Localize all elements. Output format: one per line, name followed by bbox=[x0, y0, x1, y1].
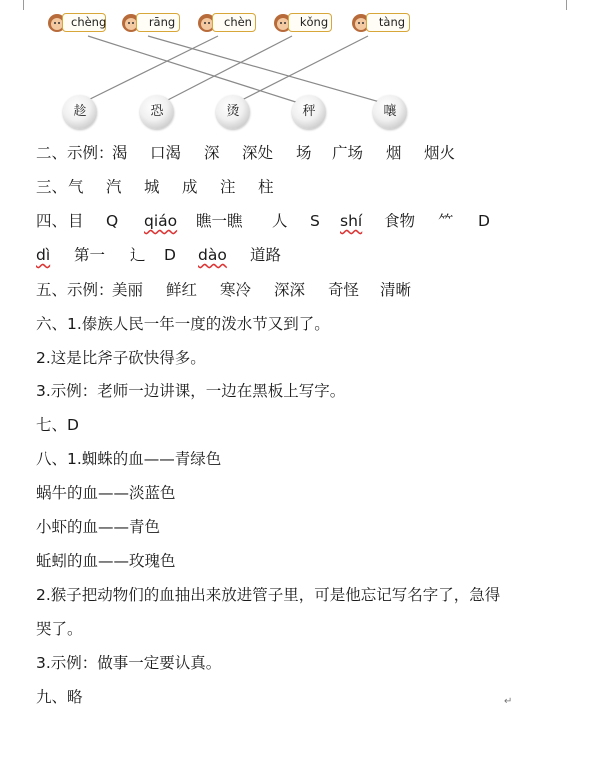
pinyin-label: rāng bbox=[136, 13, 180, 32]
answer-word: dào bbox=[198, 246, 227, 264]
pinyin-label: tàng bbox=[366, 13, 410, 32]
answer-word: 食物 bbox=[384, 212, 416, 230]
answer-word: shí bbox=[340, 212, 363, 230]
answer-line-6-1: 六、1.傣族人民一年一度的泼水节又到了。 bbox=[36, 315, 330, 333]
answer-word: D bbox=[478, 212, 490, 230]
answer-word: 寒冷 bbox=[220, 281, 252, 299]
answer-word: 辶 bbox=[130, 246, 146, 264]
char-ball-5: 嚷 bbox=[373, 95, 407, 129]
answer-word: 鲜红 bbox=[166, 281, 198, 299]
answer-line-9: 九、略 bbox=[36, 688, 83, 706]
answer-word: 城 bbox=[144, 178, 160, 196]
line-prefix: 三、 bbox=[36, 178, 68, 196]
answer-word: D bbox=[164, 246, 176, 264]
answer-word: 奇怪 bbox=[328, 281, 360, 299]
pinyin-label: chèn bbox=[212, 13, 256, 32]
answer-line-8-5b: 哭了。 bbox=[36, 620, 83, 638]
answer-word: Q bbox=[106, 212, 119, 230]
answer-line-8-3: 小虾的血——青色 bbox=[36, 518, 161, 536]
answer-line-8-5a: 2.猴子把动物们的血抽出来放进管子里，可是他忘记写名字了，急得 bbox=[36, 586, 501, 604]
pinyin-label: chèng bbox=[62, 13, 106, 32]
answer-word: ⺮ bbox=[438, 212, 454, 230]
answer-line-7: 七、D bbox=[36, 416, 79, 434]
answer-word: 渴 bbox=[112, 144, 128, 162]
answer-word: 气 bbox=[68, 178, 84, 196]
line-prefix: 二、示例： bbox=[36, 144, 114, 162]
answer-word: 目 bbox=[68, 212, 84, 230]
answer-word: S bbox=[310, 212, 320, 230]
answer-line-8-6: 3.示例：做事一定要认真。 bbox=[36, 654, 222, 672]
char-ball-2: 恐 bbox=[140, 95, 174, 129]
char-ball-4: 秤 bbox=[292, 95, 326, 129]
answer-word: 场 bbox=[296, 144, 312, 162]
answer-line-8-4: 蚯蚓的血——玫瑰色 bbox=[36, 552, 176, 570]
answer-word: 人 bbox=[272, 212, 288, 230]
answer-word: 广场 bbox=[332, 144, 364, 162]
line-prefix: 四、 bbox=[36, 212, 68, 230]
answer-word: 深深 bbox=[274, 281, 306, 299]
paragraph-return-mark: ↵ bbox=[504, 696, 513, 707]
answer-word: 烟 bbox=[386, 144, 402, 162]
answer-word: 第一 bbox=[74, 246, 106, 264]
answer-word: 烟火 bbox=[424, 144, 456, 162]
answer-word: 注 bbox=[220, 178, 236, 196]
answer-word: 清晰 bbox=[380, 281, 412, 299]
answer-word: 深处 bbox=[242, 144, 274, 162]
line-prefix: 五、示例： bbox=[36, 281, 114, 299]
answer-word: 口渴 bbox=[150, 144, 182, 162]
answer-line-8-1: 八、1.蜘蛛的血——青绿色 bbox=[36, 450, 222, 468]
answer-word: 成 bbox=[182, 178, 198, 196]
answer-word: 美丽 bbox=[112, 281, 144, 299]
answer-line-6-3: 3.示例：老师一边讲课，一边在黑板上写字。 bbox=[36, 382, 346, 400]
answer-line-6-2: 2.这是比斧子砍快得多。 bbox=[36, 349, 206, 367]
answer-word: 道路 bbox=[250, 246, 282, 264]
pinyin-label: kǒng bbox=[288, 13, 332, 32]
char-ball-3: 烫 bbox=[216, 95, 250, 129]
answer-word: 瞧一瞧 bbox=[196, 212, 243, 230]
answer-word: 深 bbox=[204, 144, 220, 162]
answer-line-8-2: 蜗牛的血——淡蓝色 bbox=[36, 484, 176, 502]
answer-word: qiáo bbox=[144, 212, 178, 230]
char-ball-1: 趁 bbox=[63, 95, 97, 129]
answer-word: dì bbox=[36, 246, 51, 264]
answer-word: 柱 bbox=[258, 178, 274, 196]
answer-word: 汽 bbox=[106, 178, 122, 196]
